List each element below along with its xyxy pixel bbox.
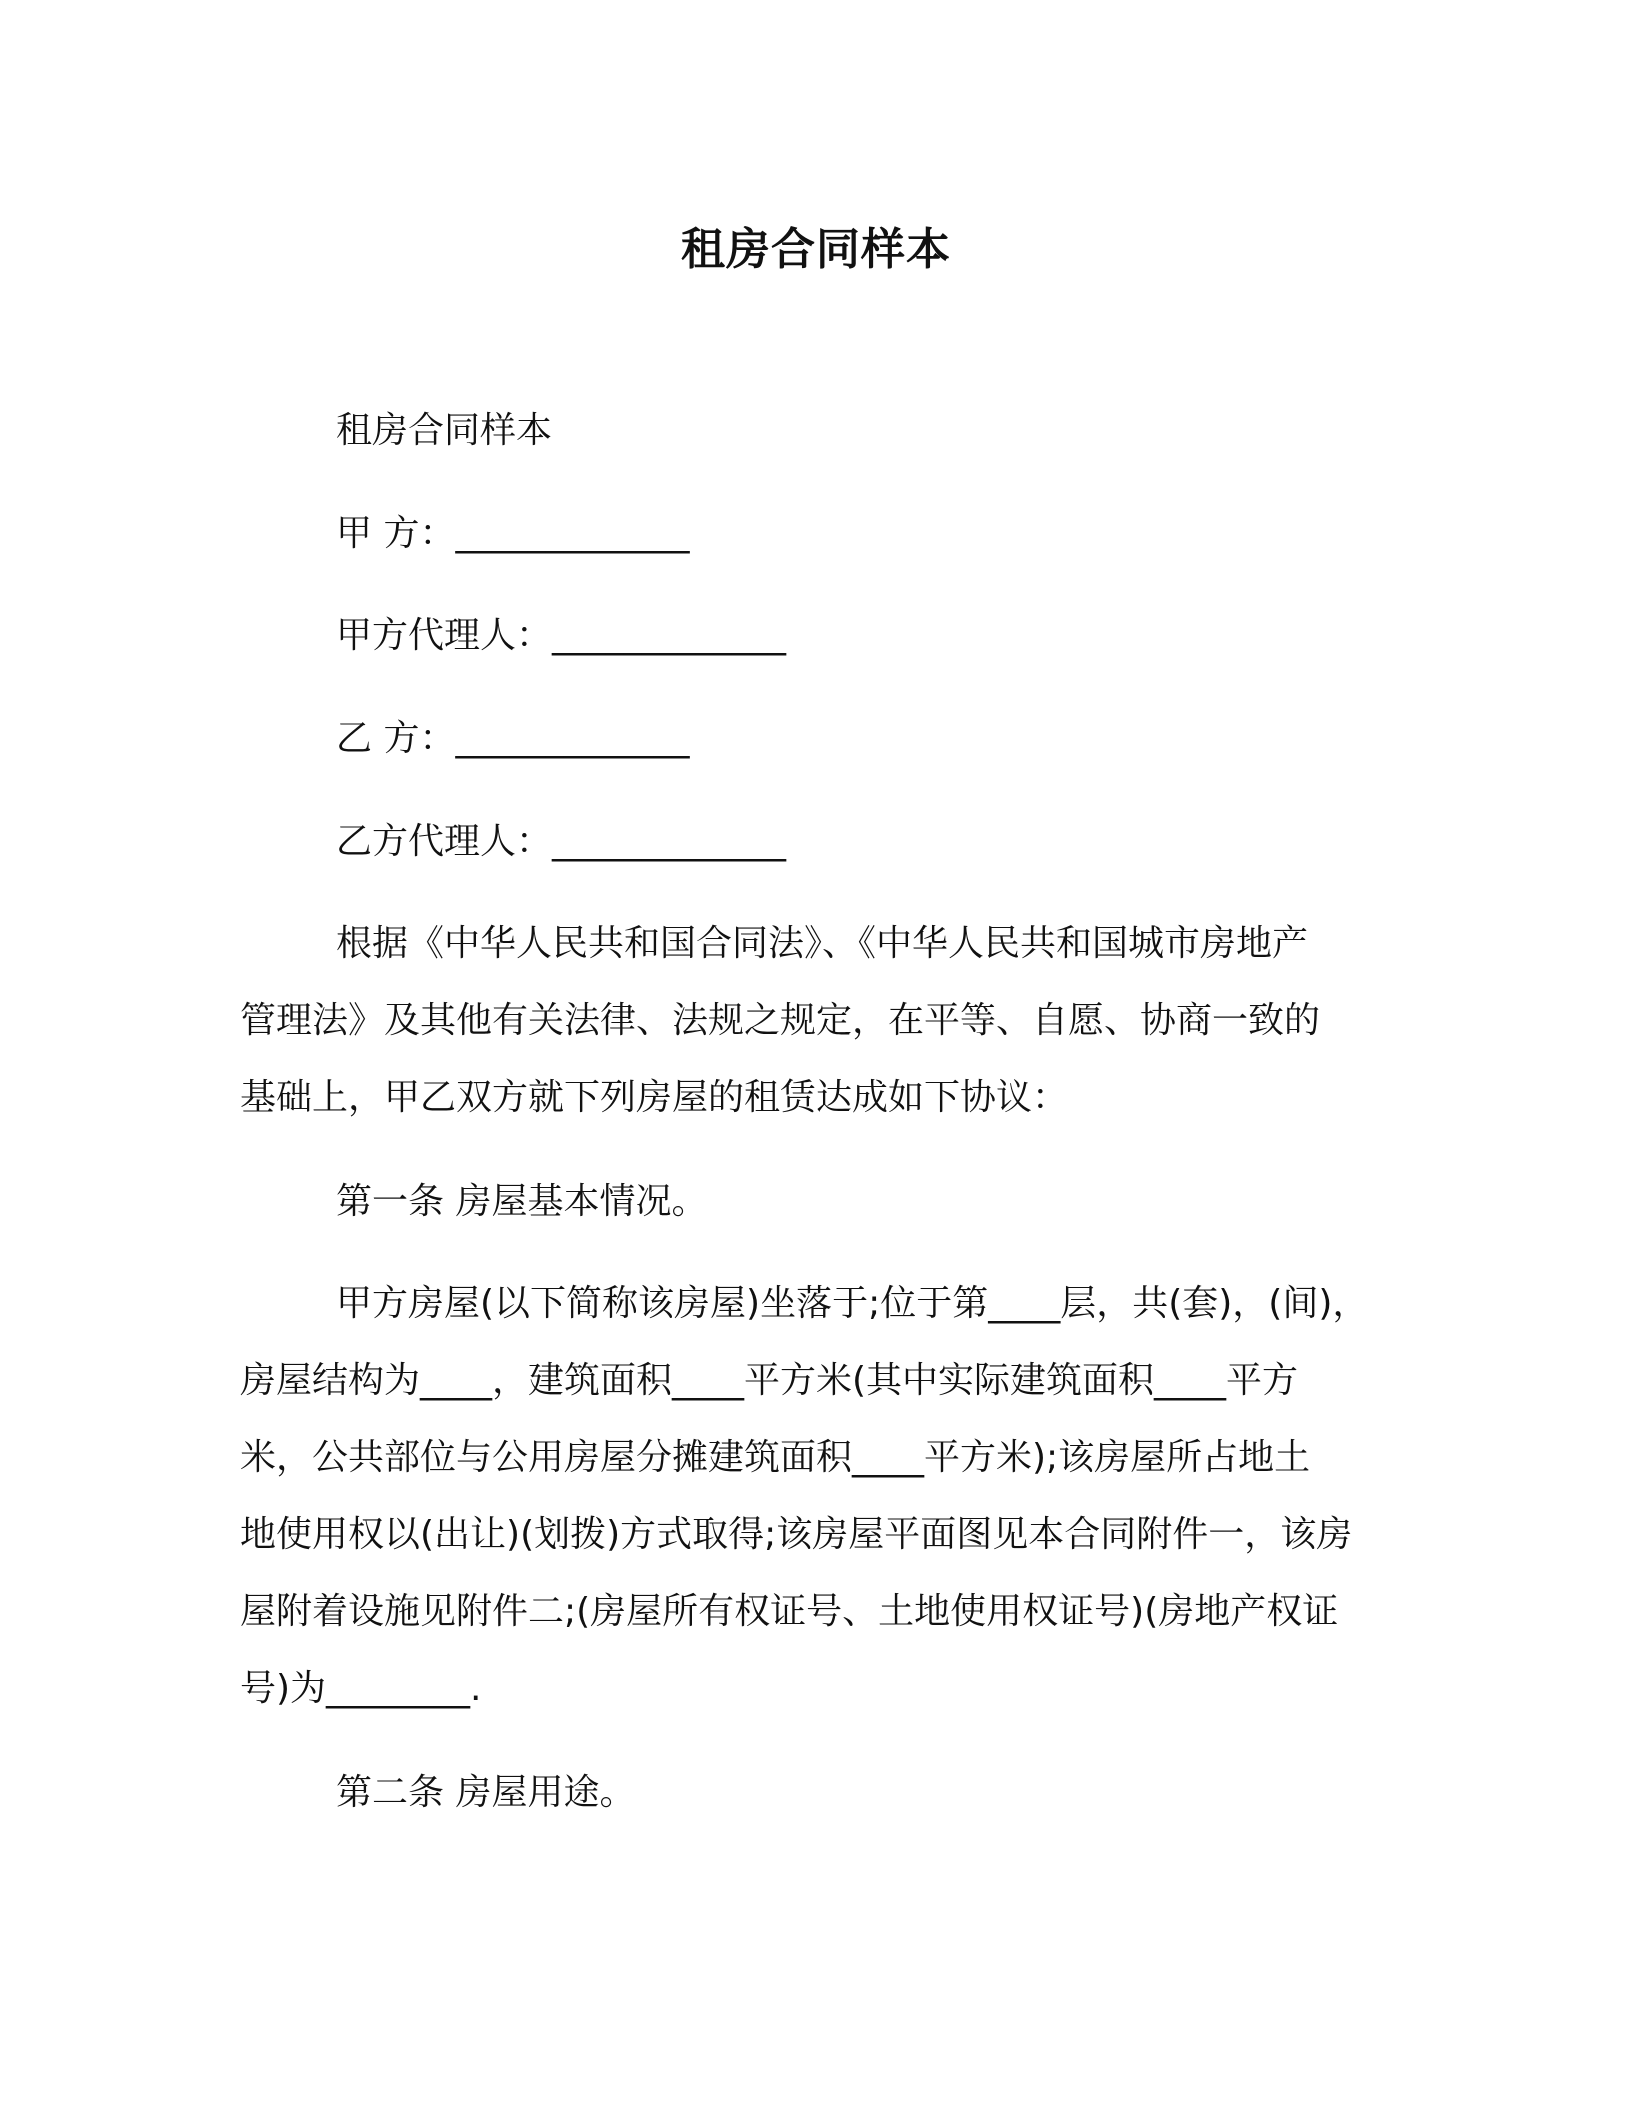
preamble-line: 管理法》及其他有关法律、法规之规定，在平等、自愿、协商一致的: [240, 1000, 1321, 1041]
article2-heading: 第二条 房屋用途。: [336, 1772, 636, 1813]
preamble-line: 根据《中华人民共和国合同法》、《中华人民共和国城市房地产: [336, 923, 1309, 964]
document-title: 租房合同样本: [681, 224, 951, 275]
article1-line: 屋附着设施见附件二;(房屋所有权证号、土地使用权证号)(房地产权证: [240, 1591, 1339, 1632]
party-a-line: 甲 方：_____________: [336, 513, 690, 554]
party-b-line: 乙 方：_____________: [336, 718, 690, 759]
subtitle: 租房合同样本: [336, 410, 553, 451]
article1-line: 甲方房屋(以下简称该房屋)坐落于;位于第____层，共(套)，(间)，: [336, 1283, 1369, 1324]
article1-line: 地使用权以(出让)(划拨)方式取得;该房屋平面图见本合同附件一，该房: [240, 1514, 1353, 1555]
party-a-agent-line: 甲方代理人：_____________: [336, 615, 787, 656]
preamble-line: 基础上，甲乙双方就下列房屋的租赁达成如下协议：: [240, 1077, 1069, 1118]
article1-heading: 第一条 房屋基本情况。: [336, 1181, 708, 1222]
article1-line: 米，公共部位与公用房屋分摊建筑面积____平方米);该房屋所占地土: [240, 1437, 1311, 1478]
party-b-agent-line: 乙方代理人：_____________: [336, 821, 787, 862]
article1-line: 房屋结构为____，建筑面积____平方米(其中实际建筑面积____平方: [240, 1360, 1299, 1401]
article1-line: 号)为________.: [240, 1668, 482, 1709]
